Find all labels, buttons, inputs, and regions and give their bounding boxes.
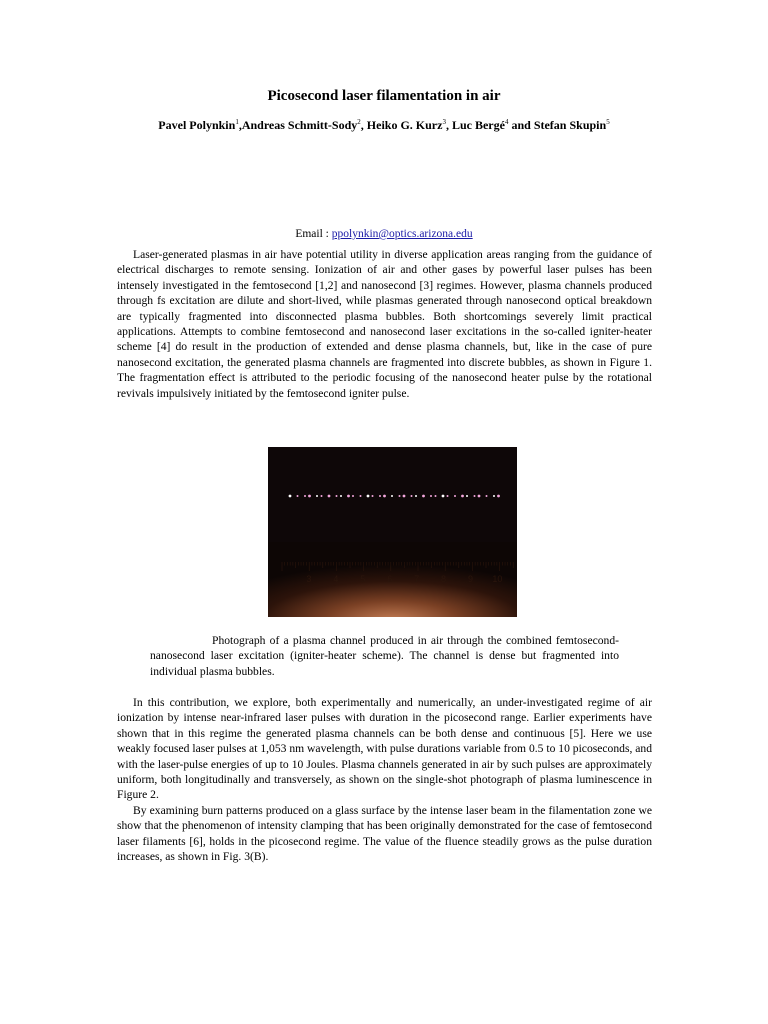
plasma-bubble: [435, 495, 437, 497]
author-list: [0, 118, 768, 133]
ruler-label: 7: [414, 574, 420, 584]
author-name: Luc Bergé: [451, 118, 505, 132]
plasma-bubble: [403, 495, 406, 498]
author-separator: and: [508, 118, 534, 132]
author-separator: ,: [238, 118, 242, 132]
ruler-label: 3: [306, 574, 312, 584]
plasma-bubble: [352, 495, 354, 497]
plasma-bubble: [321, 495, 323, 497]
affiliation-mark: 3: [442, 118, 446, 126]
plasma-bubble: [336, 495, 338, 497]
plasma-bubble: [347, 495, 350, 498]
plasma-bubble: [461, 495, 464, 498]
plasma-bubble: [447, 495, 449, 497]
ruler-label: 6: [387, 574, 393, 584]
ruler-illumination: [268, 542, 517, 617]
ruler-label: 8: [441, 574, 447, 584]
plasma-bubble: [399, 495, 401, 497]
plasma-bubble: [379, 495, 381, 497]
plasma-bubble: [442, 495, 445, 498]
plasma-bubble: [474, 495, 476, 497]
plasma-bubble: [430, 495, 432, 497]
author-name: Heiko G. Kurz: [366, 118, 443, 132]
author-separator: ,: [445, 118, 452, 132]
ruler-label: 5: [360, 574, 366, 584]
ruler-label: 4: [333, 574, 339, 584]
plasma-bubble: [383, 495, 386, 498]
author-name: Stefan Skupin: [533, 118, 607, 132]
email-line: [0, 228, 768, 240]
author-separator: ,: [360, 118, 367, 132]
plasma-bubble: [486, 495, 488, 497]
ruler-label: 10: [492, 574, 503, 584]
plasma-bubble: [308, 495, 311, 498]
affiliation-mark: 2: [357, 118, 361, 126]
paragraph-burn-patterns: By examining burn patterns produced on a glass surface by the intense laser beam in the filamentation zone we show that the phenomenon of intensity clamping that has been originally demonstrated for the case of femtosecond laser filaments [6], holds in the picosecond regime. The value of the fluence steadily grows as the pulse duration increases, as shown in Fig. 3(B).: [117, 804, 652, 864]
affiliation-mark: 5: [606, 118, 610, 126]
plasma-bubble: [328, 495, 331, 498]
email-link[interactable]: ppolynkin@optics.arizona.edu: [331, 228, 473, 240]
plasma-bubble: [466, 495, 468, 497]
plasma-bubble: [289, 495, 292, 498]
author-name: Pavel Polynkin: [158, 118, 236, 132]
author-name: Andreas Schmitt-Sody: [241, 118, 358, 132]
paragraph-intro: Laser-generated plasmas in air have potential utility in diverse application areas ranging from the guidance of electrical discharges to remote sensing. Ionization of air and other gases by powerful laser pulses has been intensely investigated in the femtosecond [1,2] and nanosecond [3] regimes. However, plasma channels produced through fs excitation are dilute and short-lived, while plasmas generated through nanosecond optical breakdown are typically fragmented into disconnected plasma bubbles. Both shortcomings severely limit practical applications. Attempts to combine femtosecond and nanosecond laser excitations in the so-called igniter-heater scheme [4] do result in the production of extended and dense plasma channels, but, like in the case of pure nanosecond excitation, the generated plasma channels are fragmented into discrete bubbles, as shown in Figure 1. The fragmentation effect is attributed to the periodic focusing of the nanosecond heater pulse by the rotational revivals impulsively initiated by the femtosecond igniter pulse.: [117, 248, 652, 400]
ruler-label: 9: [467, 574, 474, 584]
affiliation-mark: 1: [235, 118, 239, 126]
plasma-bubble: [478, 495, 481, 498]
plasma-bubble: [316, 495, 318, 497]
plasma-bubble: [340, 495, 342, 497]
plasma-channel-photo: [268, 447, 517, 617]
plasma-bubble: [454, 495, 456, 497]
plasma-bubble: [372, 495, 374, 497]
affiliation-mark: 4: [504, 118, 509, 126]
email-label: Email :: [295, 228, 332, 240]
plasma-bubble: [411, 495, 413, 497]
plasma-bubble: [304, 495, 306, 497]
paragraph-contribution: In this contribution, we explore, both experimentally and numerically, an under-investigated regime of air ionization by intense near-infrared laser pulses with duration in the picosecond range. Earlier experiments have shown that in this regime the generated plasma channels can be both dense and continuous [5]. Here we use weakly focused laser pulses at 1,053 nm wavelength, with pulse durations variable from 0.5 to 10 picoseconds, and with the laser-pulse energies of up to 10 Joules. Plasma channels generated in air by such pulses are approximately uniform, both longitudinally and transversely, as shown on the single-shot photograph of plasma luminescence in Figure 2.: [117, 696, 652, 802]
plasma-bubble: [297, 495, 299, 497]
plasma-bubble: [497, 495, 500, 498]
plasma-bubble: [367, 495, 370, 498]
plasma-bubble: [493, 495, 495, 497]
plasma-bubble: [360, 495, 362, 497]
plasma-bubble: [391, 495, 393, 497]
paper-title: Picosecond laser filamentation in air: [267, 88, 501, 104]
figure-caption: Photograph of a plasma channel produced in air through the combined femtosecond-nanosecond laser excitation (igniter-heater scheme). The channel is dense but fragmented into individual plasma bubbles.: [150, 634, 619, 678]
plasma-bubble: [422, 495, 425, 498]
plasma-bubble: [415, 495, 417, 497]
